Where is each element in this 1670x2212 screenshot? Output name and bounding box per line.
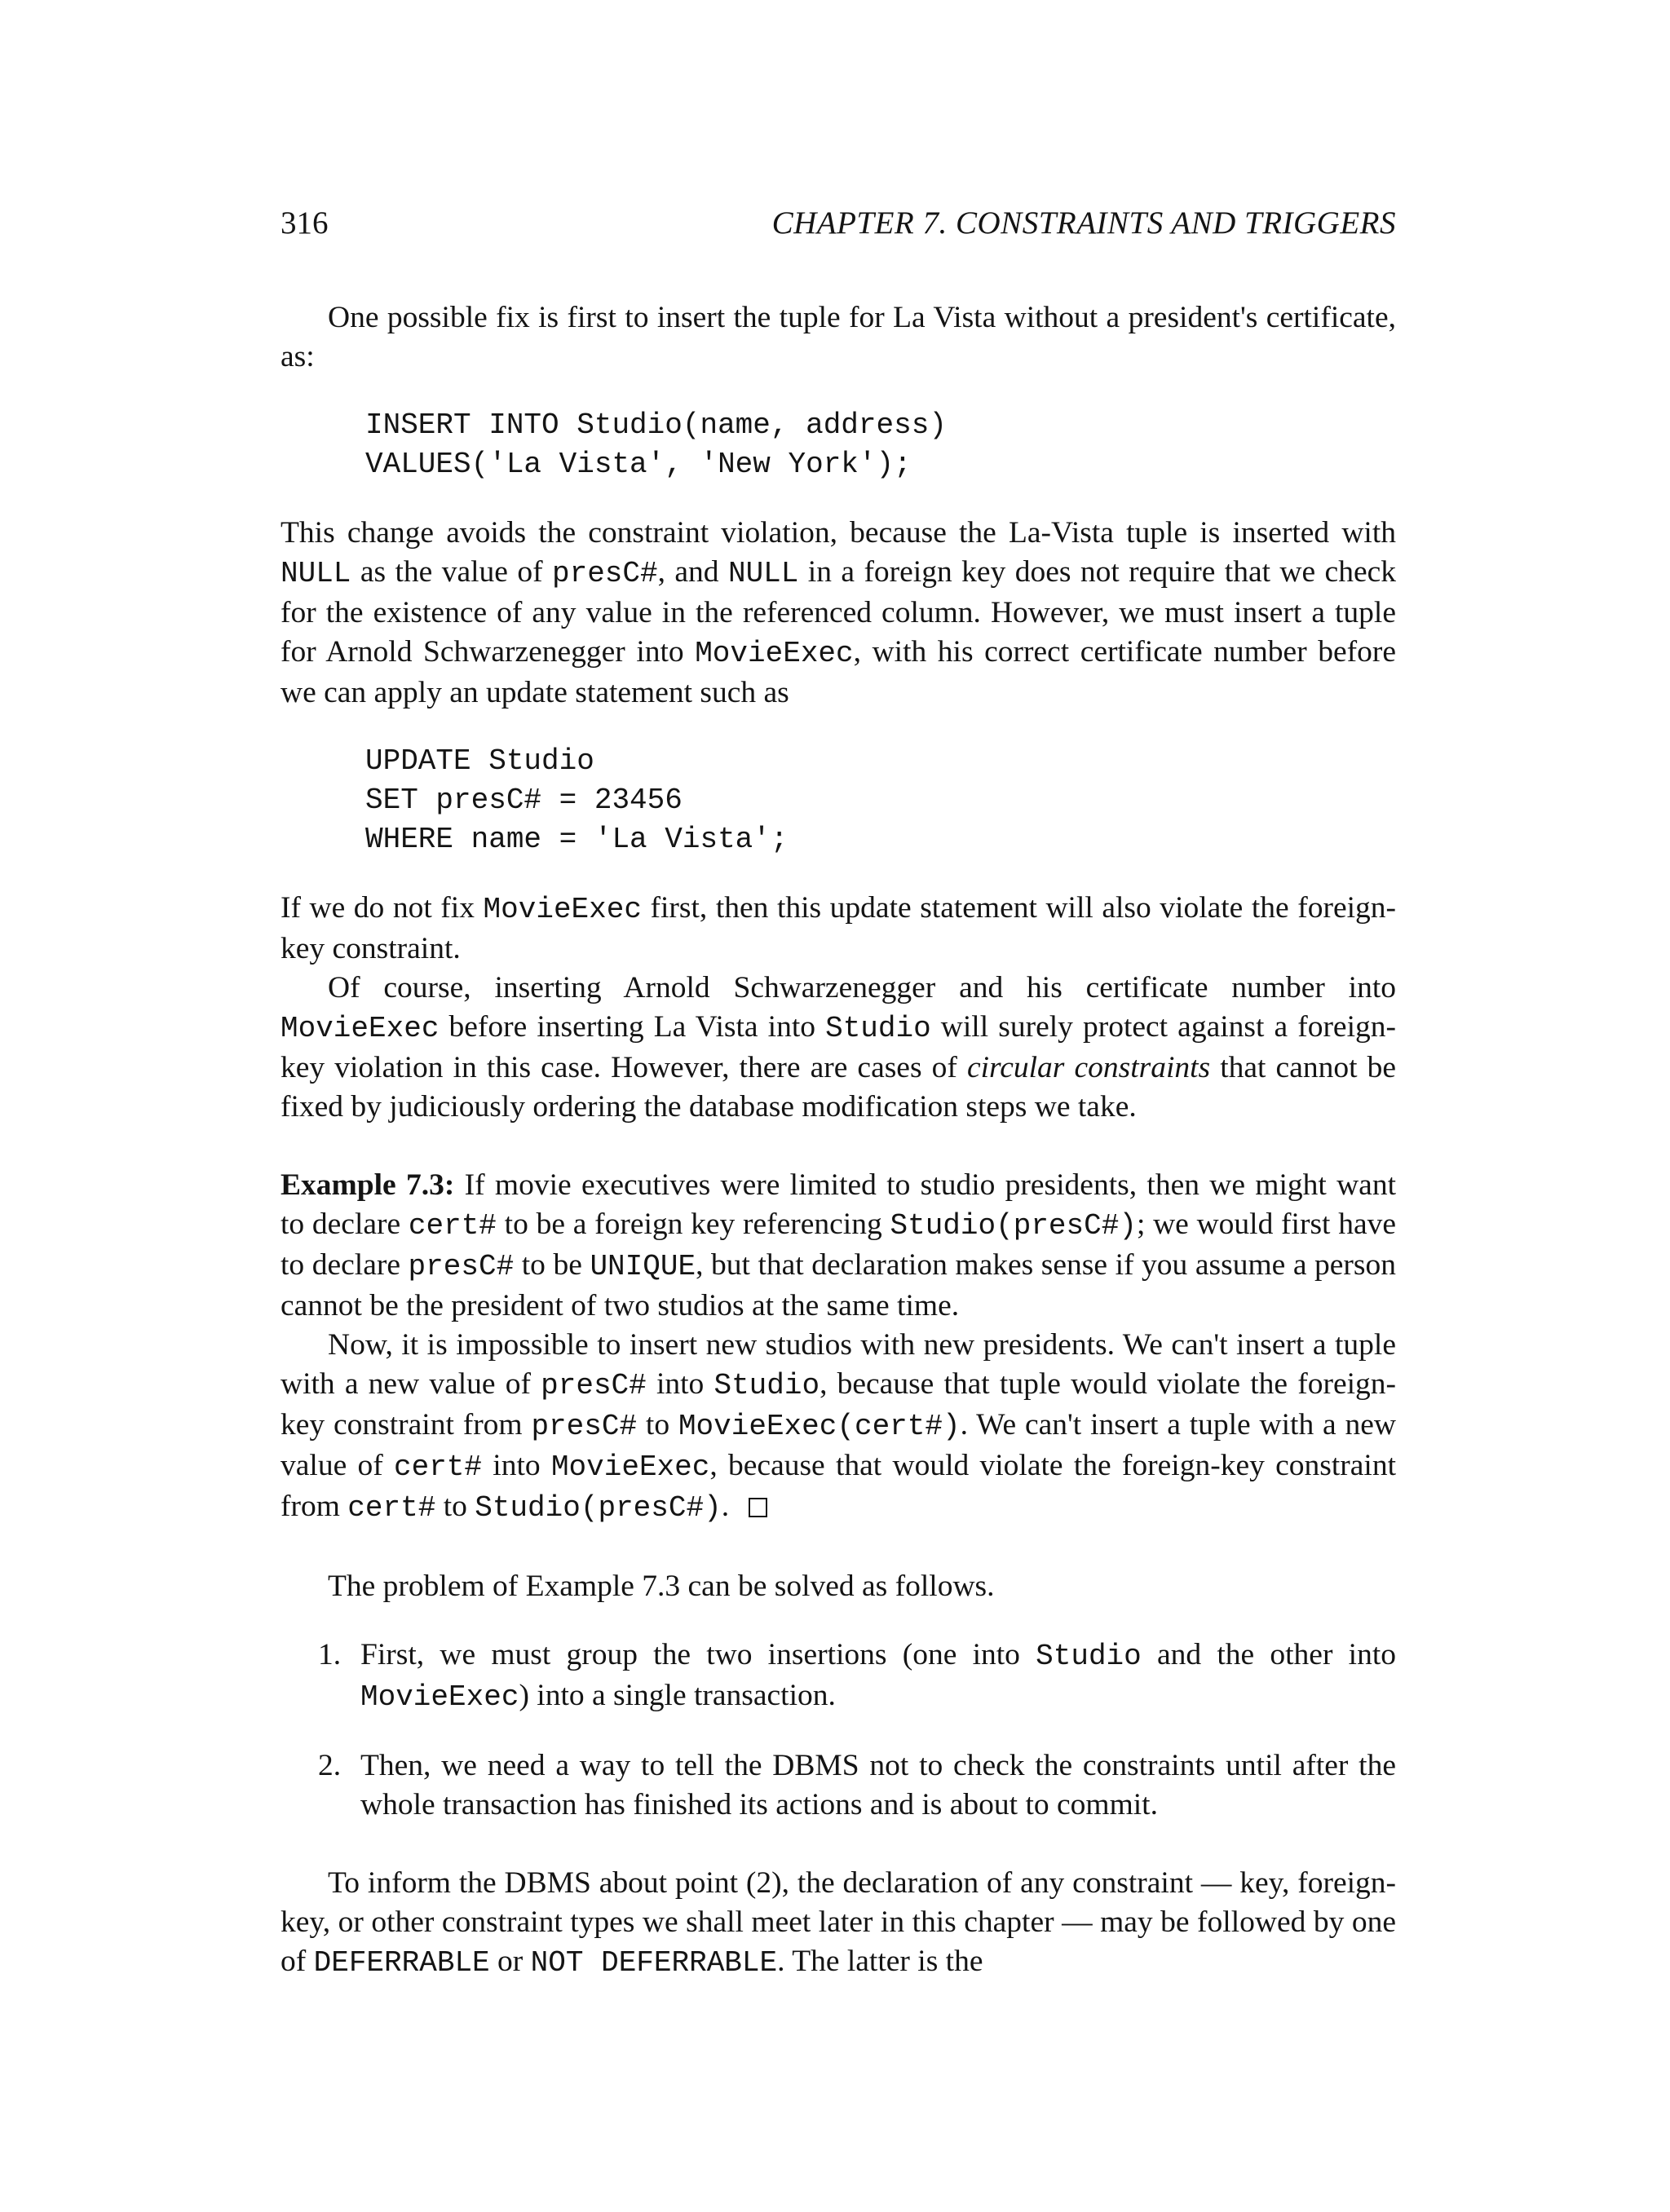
inline-code: Studio(presC#) <box>890 1209 1137 1243</box>
code-block-insert <box>365 406 1396 484</box>
list-number: 1. <box>318 1638 342 1671</box>
inline-code: Studio <box>1036 1640 1142 1673</box>
example-label: Example 7.3: <box>281 1168 455 1202</box>
inline-code: DEFERRABLE <box>313 1946 490 1980</box>
inline-code: Studio(presC#) <box>475 1491 722 1525</box>
inline-code: Studio <box>714 1369 820 1402</box>
inline-code: NULL <box>727 557 799 590</box>
code-line: INSERT INTO Studio(name, address) <box>365 408 947 442</box>
paragraph-fix-intro: One possible fix is first to insert the tuple for La Vista without a president's certificate, as: <box>281 301 1396 373</box>
inline-code: cert# <box>347 1491 436 1525</box>
paragraph-impossible-insert: Now, it is impossible to insert new studios with new presidents. We can't insert a tuple with a new value of presC# into Studio, because that tuple would violate the foreign-key constraint from presC# to MovieExec(cert#). We can't insert a tuple with a new value of cert# into MovieExec, because that would violate the foreign-key constraint from cert# to Studio(presC#). <box>281 1328 1396 1525</box>
paragraph-solution-intro: The problem of Example 7.3 can be solved as follows. <box>328 1570 995 1603</box>
inline-code: NULL <box>281 557 351 590</box>
list-item: 2. Then, we need a way to tell the DBMS not to check the constraints until after the whole transaction has finished its actions and is about to commit. <box>281 1746 1396 1825</box>
page-header <box>281 201 1396 246</box>
inline-code: presC# <box>551 557 658 590</box>
code-line: SET presC# = 23456 <box>365 784 683 817</box>
inline-code: MovieExec <box>360 1680 519 1714</box>
inline-code: MovieExec <box>695 637 854 670</box>
inline-code: cert# <box>408 1209 497 1243</box>
inline-code: UNIQUE <box>590 1250 696 1283</box>
paragraph-constraint-avoid: This change avoids the constraint violation, because the La-Vista tuple is inserted with NULL as the value of presC#, and NULL in a foreign key does not require that we check for the existence of any value in the referenced column. However, we must insert a tuple for Arnold Schwarzenegger into MovieExec, with his correct certificate number before we can apply an update statement such as <box>281 516 1396 709</box>
code-block-update <box>365 742 1396 859</box>
list-number: 2. <box>318 1749 342 1782</box>
inline-code: MovieExec <box>281 1012 440 1045</box>
inline-code: MovieExec <box>483 893 642 926</box>
running-head: CHAPTER 7. CONSTRAINTS AND TRIGGERS <box>771 205 1396 241</box>
inline-code: Studio <box>825 1012 931 1045</box>
paragraph-circular-constraints: Of course, inserting Arnold Schwarzenegger and his certificate number into MovieExec before inserting La Vista into Studio will surely protect against a foreign-key violation in this case. However, there are cases of circular constraints that cannot be fixed by judiciously ordering the database modification steps we take. <box>281 971 1396 1124</box>
page-body <box>281 298 1396 1983</box>
page-number: 316 <box>281 205 329 241</box>
paragraph-update-violate: If we do not fix MovieExec first, then this update statement will also violate the foreign-key constraint. <box>281 891 1397 965</box>
emphasis-term: circular constraints <box>966 1051 1211 1084</box>
solution-list <box>281 1636 1396 1825</box>
end-of-example-square-icon <box>749 1498 767 1517</box>
paragraph-deferrable: To inform the DBMS about point (2), the declaration of any constraint — key, foreign-key, or other constraint types we shall meet later in this chapter — may be followed by one of DEFERRABLE or NOT DEFERRABLE. The latter is the <box>281 1866 1396 1980</box>
code-line: VALUES('La Vista', 'New York'); <box>365 448 912 481</box>
inline-code: cert# <box>394 1450 483 1484</box>
inline-code: MovieExec(cert#) <box>678 1410 961 1443</box>
inline-code: presC# <box>408 1250 515 1283</box>
example-7-3: Example 7.3: If movie executives were limited to studio presidents, then we might want to declare cert# to be a foreign key referencing Studio(presC#); we would first have to declare presC# to be UNIQUE, but that declaration makes sense if you assume a person cannot be the president of two studios at the same time. <box>281 1168 1397 1322</box>
inline-code: presC# <box>541 1369 647 1402</box>
code-line: WHERE name = 'La Vista'; <box>365 823 789 856</box>
code-line: UPDATE Studio <box>365 744 594 778</box>
list-item: 1. First, we must group the two insertions (one into Studio and the other into MovieExec) into a single transaction. <box>281 1636 1396 1717</box>
inline-code: presC# <box>531 1410 638 1443</box>
inline-code: MovieExec <box>550 1450 710 1484</box>
inline-code: NOT DEFERRABLE <box>530 1946 778 1980</box>
